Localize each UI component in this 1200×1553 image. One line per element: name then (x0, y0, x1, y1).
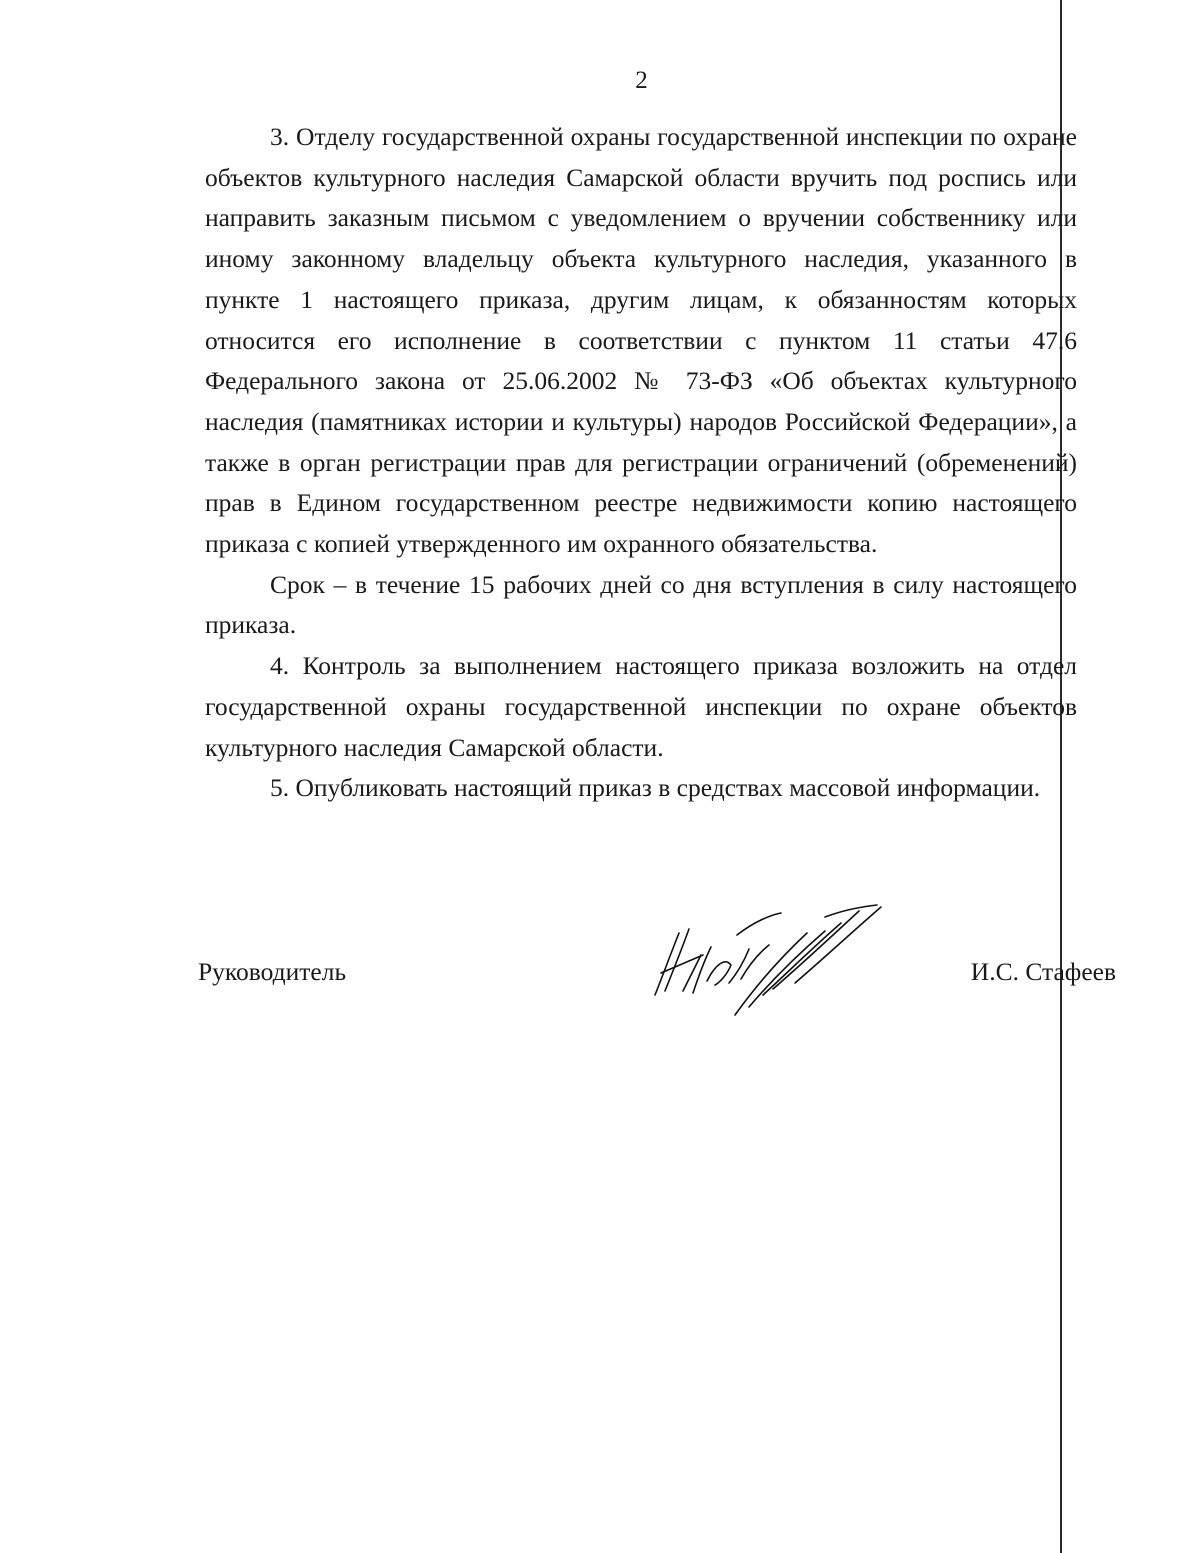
signer-position: Руководитель (198, 957, 347, 986)
paragraph-deadline: Срок – в течение 15 рабочих дней со дня вступления в силу настоящего приказа. (205, 569, 1077, 640)
paragraph-item-4: 4. Контроль за выполнением настоящего приказа возложить на отдел государственной охраны государственной инспекции по охране объектов культурного наследия Самарской области. (205, 651, 1077, 762)
paragraph-item-3: 3. Отделу государственной охраны государственной инспекции по охране объектов культурного наследия Самарской области вручить под роспись или направить заказным письмом с уведомлением о вручении собственнику или иному законному владельцу объекта культурного наследия, указанного в пункте 1 настоящего приказа, другим лицам, к обязанностям которых относится его исполнение в соответствии с пунктом 11 статьи 47.6 Федерального закона от 25.06.2002 № 73-ФЗ «Об объектах культурного наследия (памятниках истории и культуры) народов Российской Федерации», а также в орган регистрации прав для регистрации ограничений (обременений) прав в Едином государственном реестре недвижимости копию настоящего приказа с копией утвержденного им охранного обязательства. (205, 122, 1077, 559)
paragraph-item-5: 5. Опубликовать настоящий приказ в средствах массовой информации. (270, 773, 1041, 803)
signer-name: И.С. Стафеев (970, 957, 1116, 986)
page-number: 2 (635, 67, 648, 94)
handwritten-signature (645, 895, 890, 1020)
document-body (205, 117, 1077, 809)
